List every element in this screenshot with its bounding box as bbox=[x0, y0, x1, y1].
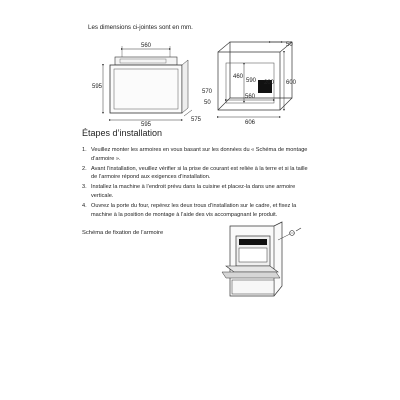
oven-width-label: 560 bbox=[140, 43, 152, 49]
cabinet-inner-width-label: 560 bbox=[244, 94, 256, 100]
installation-steps-heading: Étapes d’installation bbox=[82, 128, 163, 138]
dimensions-note: Les dimensions ci-jointes sont en mm. bbox=[88, 24, 193, 31]
cabinet-dimension-diagram bbox=[200, 36, 304, 124]
step-item bbox=[82, 146, 310, 163]
cabinet-fixing-diagram bbox=[206, 222, 304, 298]
step-number: 3. bbox=[82, 184, 87, 191]
step-number: 1. bbox=[82, 147, 87, 153]
oven-front-width-label: 595 bbox=[140, 122, 152, 128]
oven-depth-label: 575 bbox=[191, 117, 202, 123]
oven-height-label: 595 bbox=[92, 84, 103, 90]
step-number: 2. bbox=[82, 165, 87, 172]
step-number: 4. bbox=[82, 203, 87, 210]
installation-steps-list bbox=[82, 146, 310, 221]
cabinet-front-gap-label: 570 bbox=[202, 89, 213, 95]
step-text: Avant l’installation, veuillez vérifier si la prise de courant est reliée à la terre et si la taille de l’armoire répond aux exigences d’installation. bbox=[91, 165, 308, 181]
step-item bbox=[82, 165, 310, 182]
step-text: Veuillez monter les armoires en vous basant sur les données du « Schéma de montage d’armoire ». bbox=[91, 147, 308, 162]
cabinet-right-label: 600 bbox=[286, 80, 297, 86]
step-item bbox=[82, 202, 310, 219]
step-item bbox=[82, 183, 310, 200]
cabinet-side-gap-label: 50 bbox=[204, 100, 211, 106]
cabinet-top-label: 50 bbox=[286, 42, 293, 48]
cabinet-inner-height-label: 590 bbox=[246, 78, 257, 84]
cabinet-small-opening-label: 200 bbox=[264, 80, 275, 86]
cabinet-bottom-width-label: 606 bbox=[244, 120, 256, 126]
cabinet-left-label: 460 bbox=[233, 74, 244, 80]
step-text: Installez la machine à l’endroit prévu dans la cuisine et placez-la dans une armoire verticale. bbox=[91, 184, 296, 199]
oven-dimension-diagram bbox=[92, 40, 202, 126]
fixing-diagram-caption: Schéma de fixation de l’armoire bbox=[82, 230, 164, 236]
step-text: Ouvrez la porte du four, repérez les deux trous d’installation sur le cadre, et fixez la machine à la position de montage à l’aide des vis accompagnant le produit. bbox=[91, 203, 297, 218]
